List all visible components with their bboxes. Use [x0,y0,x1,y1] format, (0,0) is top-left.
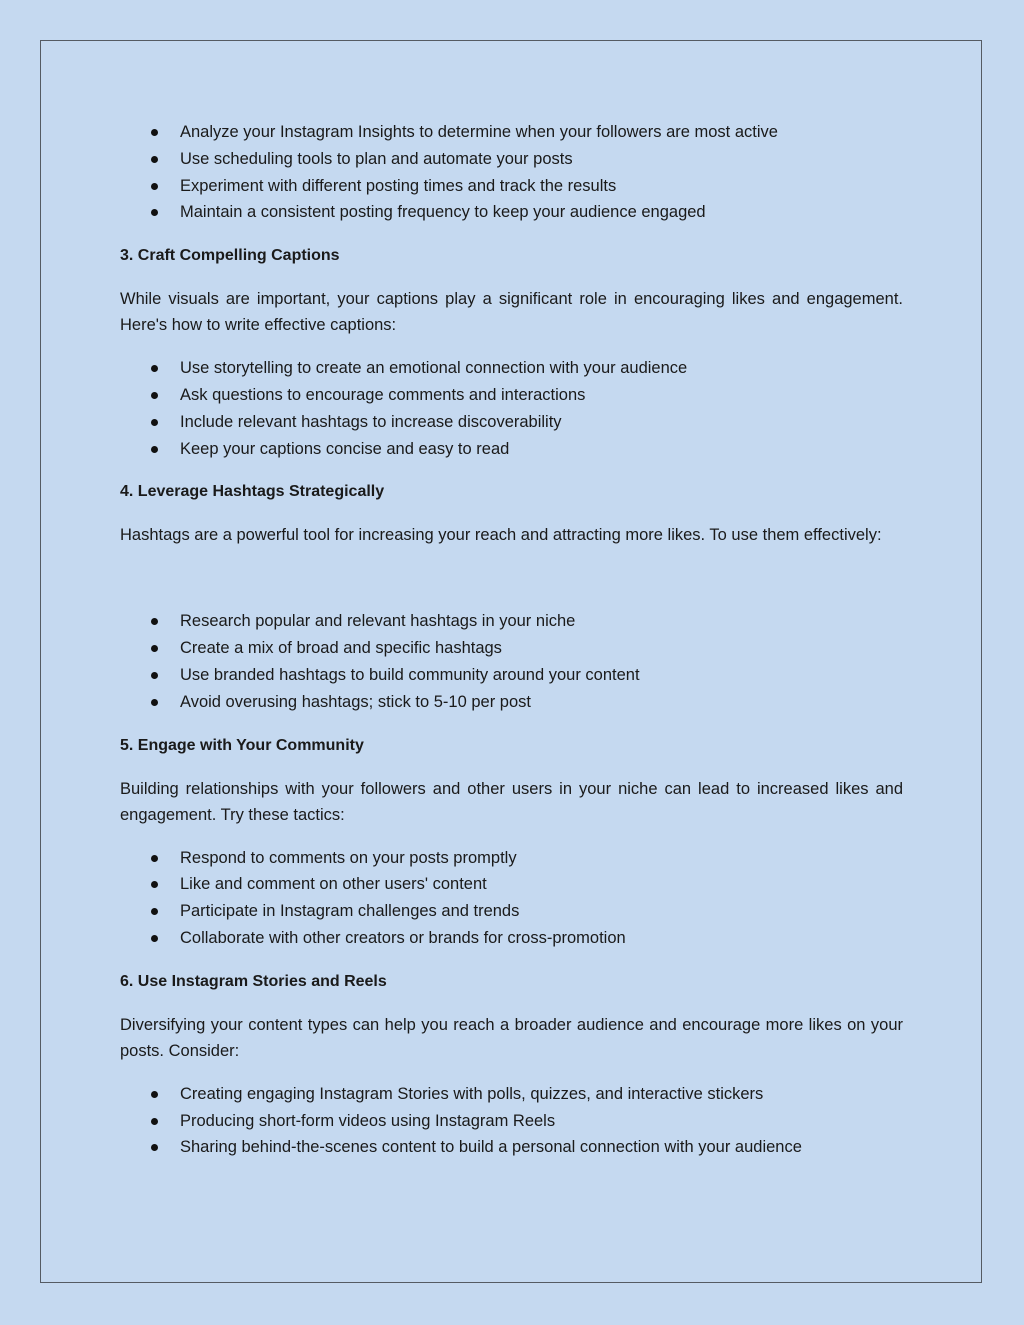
posting-tips-list [120,119,903,226]
bullet-icon [151,1144,158,1151]
section-paragraph-captions: While visuals are important, your captions play a significant role in encouraging likes and engagement. Here's how to write effective captions: [120,290,903,335]
list-item: Keep your captions concise and easy to read [120,436,903,463]
list-item: Avoid overusing hashtags; stick to 5-10 per post [120,689,903,716]
list-item: Analyze your Instagram Insights to determine when your followers are most active [120,119,903,146]
bullet-icon [151,855,158,862]
list-item: Use scheduling tools to plan and automate your posts [120,146,903,173]
list-item: Creating engaging Instagram Stories with polls, quizzes, and interactive stickers [120,1081,903,1108]
bullet-icon [151,365,158,372]
bullet-icon [151,935,158,942]
document-content [120,119,903,1161]
list-item: Ask questions to encourage comments and interactions [120,382,903,409]
list-item: Respond to comments on your posts promptly [120,845,903,872]
list-item: Experiment with different posting times and track the results [120,173,903,200]
bullet-icon [151,672,158,679]
hashtags-list [120,608,903,715]
community-list [120,845,903,952]
bullet-icon [151,699,158,706]
bullet-icon [151,183,158,190]
list-item: Sharing behind-the-scenes content to build a personal connection with your audience [120,1134,903,1161]
bullet-icon [151,419,158,426]
list-item: Create a mix of broad and specific hashtags [120,635,903,662]
bullet-icon [151,446,158,453]
section-heading-community: 5. Engage with Your Community [120,736,364,754]
section-paragraph-hashtags: Hashtags are a powerful tool for increasing your reach and attracting more likes. To use them effectively: [120,526,882,545]
section-heading-hashtags: 4. Leverage Hashtags Strategically [120,483,385,501]
section-heading-captions: 3. Craft Compelling Captions [120,247,340,265]
captions-list [120,355,903,462]
bullet-icon [151,618,158,625]
list-item: Producing short-form videos using Instagram Reels [120,1108,903,1135]
list-item: Maintain a consistent posting frequency to keep your audience engaged [120,199,903,226]
section-paragraph-community: Building relationships with your followers and other users in your niche can lead to increased likes and engagement. Try these tactics: [120,779,903,824]
list-item: Collaborate with other creators or brands for cross-promotion [120,925,903,952]
section-paragraph-stories: Diversifying your content types can help you reach a broader audience and encourage more likes on your posts. Consider: [120,1015,903,1060]
list-item: Include relevant hashtags to increase discoverability [120,409,903,436]
bullet-icon [151,1118,158,1125]
list-item: Like and comment on other users' content [120,871,903,898]
bullet-icon [151,156,158,163]
bullet-icon [151,209,158,216]
bullet-icon [151,129,158,136]
stories-list [120,1081,903,1161]
bullet-icon [151,908,158,915]
bullet-icon [151,1091,158,1098]
list-item: Research popular and relevant hashtags in your niche [120,608,903,635]
bullet-icon [151,645,158,652]
section-heading-stories: 6. Use Instagram Stories and Reels [120,972,387,990]
list-item: Use storytelling to create an emotional connection with your audience [120,355,903,382]
list-item: Use branded hashtags to build community around your content [120,662,903,689]
bullet-icon [151,881,158,888]
list-item: Participate in Instagram challenges and trends [120,898,903,925]
bullet-icon [151,392,158,399]
